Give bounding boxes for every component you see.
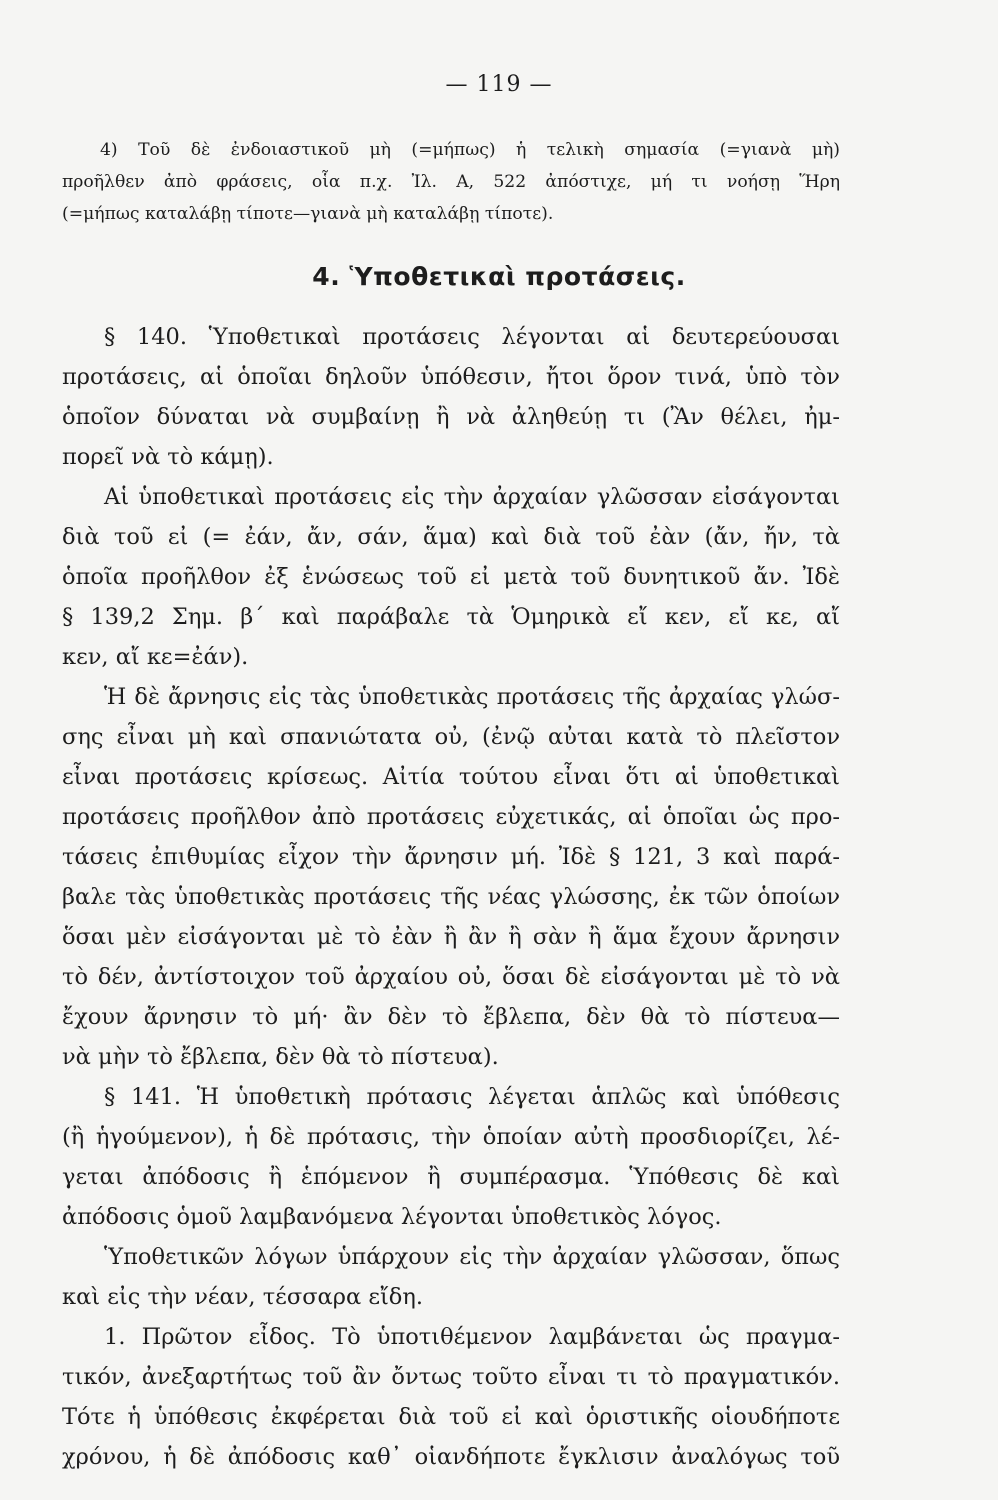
page-number: — 119 —: [445, 72, 553, 97]
body-line: § 139,2 Σημ. β΄ καὶ παράβαλε τὰ Ὁμηρικὰ εἴ κεν, εἴ κε, αἴ: [62, 604, 840, 630]
body-line: εἶναι προτάσεις κρίσεως. Αἰτία τούτου εἶναι ὅτι αἱ ὑποθετικαὶ: [62, 764, 840, 790]
body-line: τάσεις ἐπιθυμίας εἶχον τὴν ἄρνησιν μή. Ἰδὲ § 121, 3 καὶ παρά-: [62, 844, 840, 870]
body-line: κεν, αἴ κε=ἐάν).: [62, 644, 249, 670]
body-line: Ἡ δὲ ἄρνησις εἰς τὰς ὑποθετικὰς προτάσεις τῆς ἀρχαίας γλώσ-: [104, 684, 840, 710]
body-line: διὰ τοῦ εἰ (= ἐάν, ἄν, σάν, ἅμα) καὶ διὰ τοῦ ἐὰν (ἄν, ἤν, τὰ: [62, 524, 840, 550]
footnote-line: προῆλθεν ἀπὸ φράσεις, οἷα π.χ. Ἰλ. Α, 522 ἀπόστιχε, μή τι νοήσῃ Ἥρη: [62, 172, 840, 192]
body-line: τικόν, ἀνεξαρτήτως τοῦ ἂν ὄντως τοῦτο εἶναι τι τὸ πραγματικόν.: [62, 1364, 840, 1390]
body-line: τὸ δέν, ἀντίστοιχον τοῦ ἀρχαίου οὐ, ὅσαι δὲ εἰσάγονται μὲ τὸ νὰ: [62, 964, 840, 990]
body-line: νὰ μὴν τὸ ἔβλεπα, δὲν θὰ τὸ πίστευα).: [62, 1044, 499, 1070]
paragraph-140-line: § 140. Ὑποθετικαὶ προτάσεις λέγονται αἱ δευτερεύουσαι: [104, 324, 840, 350]
body-line: (ἢ ἡγούμενον), ἡ δὲ πρότασις, τὴν ὁποίαν αὐτὴ προσδιορίζει, λέ-: [62, 1124, 840, 1150]
body-line: σης εἶναι μὴ καὶ σπανιώτατα οὐ, (ἐνῷ αὐται κατὰ τὸ πλεῖστον: [62, 724, 840, 750]
body-line: πορεῖ νὰ τὸ κάμῃ).: [62, 444, 274, 470]
footnote-line: (=μήπως καταλάβῃ τίποτε—γιανὰ μὴ καταλάβῃ τίποτε).: [62, 204, 554, 224]
body-line: γεται ἀπόδοσις ἢ ἑπόμενον ἢ συμπέρασμα. Ὑπόθεσις δὲ καὶ: [62, 1164, 840, 1190]
body-line: Ὑποθετικῶν λόγων ὑπάρχουν εἰς τὴν ἀρχαίαν γλῶσσαν, ὅπως: [104, 1244, 840, 1270]
body-line: χρόνου, ἡ δὲ ἀπόδοσις καθ᾽ οἱανδήποτε ἔγκλισιν ἀναλόγως τοῦ: [62, 1444, 840, 1470]
body-line: Αἱ ὑποθετικαὶ προτάσεις εἰς τὴν ἀρχαίαν γλῶσσαν εἰσάγονται: [104, 484, 840, 510]
body-line: ἀπόδοσις ὁμοῦ λαμβανόμενα λέγονται ὑποθετικὸς λόγος.: [62, 1204, 722, 1230]
paragraph-141-line: § 141. Ἡ ὑποθετικὴ πρότασις λέγεται ἁπλῶς καὶ ὑπόθεσις: [104, 1084, 840, 1110]
body-line: 1. Πρῶτον εἶδος. Τὸ ὑποτιθέμενον λαμβάνεται ὡς πραγμα-: [104, 1324, 840, 1350]
body-line: προτάσεις προῆλθον ἀπὸ προτάσεις εὐχετικάς, αἱ ὁποῖαι ὡς προ-: [62, 804, 840, 830]
footnote-line: 4) Τοῦ δὲ ἐνδοιαστικοῦ μὴ (=μήπως) ἡ τελικὴ σημασία (=γιανὰ μὴ): [100, 140, 840, 160]
body-line: ὁποῖα προῆλθον ἐξ ἑνώσεως τοῦ εἰ μετὰ τοῦ δυνητικοῦ ἄν. Ἰδὲ: [62, 564, 840, 590]
section-heading: 4. Ὑποθετικαὶ προτάσεις.: [312, 262, 686, 291]
body-line: ὁποῖον δύναται νὰ συμβαίνῃ ἢ νὰ ἀληθεύῃ τι (Ἂν θέλει, ἠμ-: [62, 404, 840, 430]
body-line: ὅσαι μὲν εἰσάγονται μὲ τὸ ἐὰν ἢ ἂν ἢ σὰν ἢ ἅμα ἔχουν ἄρνησιν: [62, 924, 840, 950]
body-line: Τότε ἡ ὑπόθεσις ἐκφέρεται διὰ τοῦ εἰ καὶ ὁριστικῆς οἱουδήποτε: [62, 1404, 840, 1430]
body-line: καὶ εἰς τὴν νέαν, τέσσαρα εἴδη.: [62, 1284, 423, 1310]
body-line: βαλε τὰς ὑποθετικὰς προτάσεις τῆς νέας γλώσσης, ἐκ τῶν ὁποίων: [62, 884, 840, 910]
body-line: ἔχουν ἄρνησιν τὸ μή· ἂν δὲν τὸ ἔβλεπα, δὲν θὰ τὸ πίστευα—: [62, 1004, 840, 1030]
body-line: προτάσεις, αἱ ὁποῖαι δηλοῦν ὑπόθεσιν, ἤτοι ὅρον τινά, ὑπὸ τὸν: [62, 364, 840, 390]
